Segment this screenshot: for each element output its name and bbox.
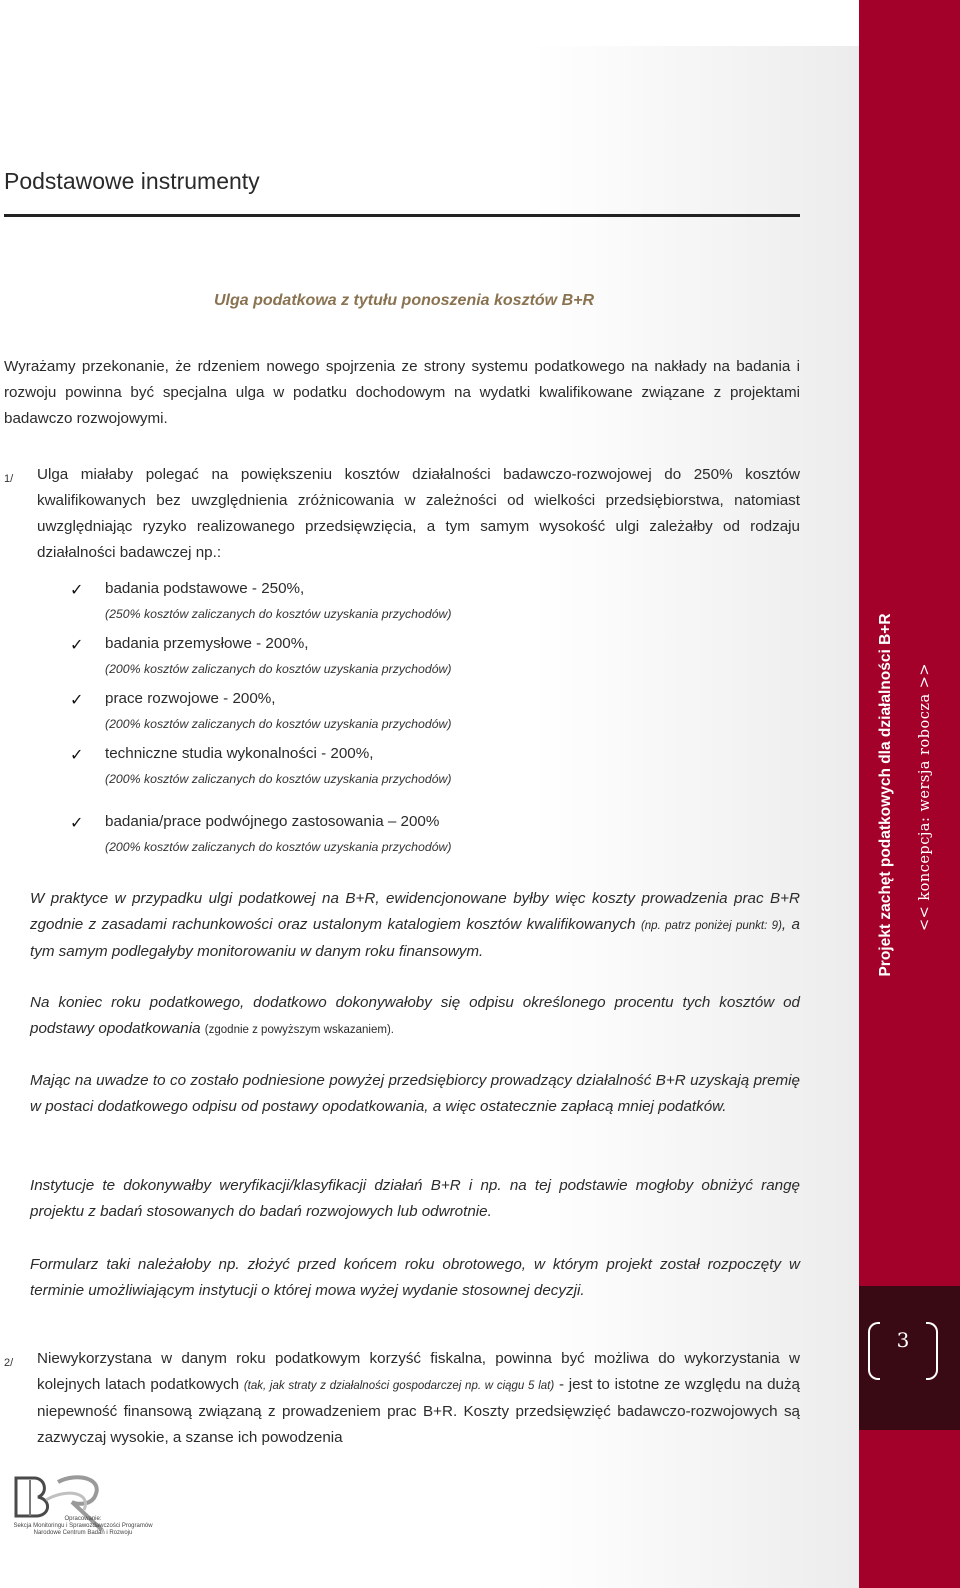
list-item-note: (200% kosztów zaliczanych do kosztów uzyskania przychodów) bbox=[105, 717, 452, 731]
title-divider bbox=[4, 214, 800, 217]
page-number-box bbox=[868, 1322, 938, 1380]
logo-caption-line: Sekcja Monitoringu i Sprawozdawczości Programów bbox=[13, 1523, 153, 1529]
logo-caption bbox=[8, 1516, 158, 1537]
point-1-label: 1/ bbox=[4, 473, 14, 485]
list-item-main: badania przemysłowe - 200%, bbox=[105, 635, 309, 652]
page-number: 3 bbox=[896, 1328, 910, 1352]
list-item-note: (200% kosztów zaliczanych do kosztów uzyskania przychodów) bbox=[105, 662, 452, 676]
list-item-main: badania podstawowe - 250%, bbox=[105, 580, 305, 597]
page-top-band bbox=[0, 0, 860, 46]
checkmark-icon: ✓ bbox=[70, 637, 84, 654]
point-1-paragraph: Ulga miałaby polegać na powiększeniu kosztów działalności badawczo-rozwojowej do 250% kosztów kwalifikowanych bez uwzględnienia zróżnicowania w zależności od wielkości przedsiębiorstwa, natomiast uwzględniając ryzyko realizowanego przedsięwzięcia, a tym samym wysokość ulgi zależałby od rodzaju działalności badawczej np.: bbox=[37, 466, 800, 561]
page-title: Podstawowe instrumenty bbox=[4, 168, 260, 194]
list-item-note: (250% kosztów zaliczanych do kosztów uzyskania przychodów) bbox=[105, 607, 452, 621]
point-2-paragraph bbox=[37, 1346, 800, 1451]
practice-note: (np. patrz poniżej punkt: 9) bbox=[640, 920, 782, 932]
list-item-note: (200% kosztów zaliczanych do kosztów uzyskania przychodów) bbox=[105, 840, 452, 854]
practice-paragraph bbox=[30, 886, 800, 965]
sidebar-vertical-title: Projekt zachęt podatkowych dla działalności B+R bbox=[877, 613, 894, 977]
intro-paragraph: Wyrażamy przekonanie, że rdzeniem nowego spojrzenia ze strony systemu podatkowego na nakłady na badania i rozwoju powinna być specjalna ulga w podatku dochodowym na wydatki kwalifikowane związane z projektami badawczo rozwojowymi. bbox=[4, 358, 800, 427]
year-end-paragraph bbox=[30, 990, 800, 1043]
list-item-main: techniczne studia wykonalności - 200%, bbox=[105, 745, 374, 762]
list-item-note: (200% kosztów zaliczanych do kosztów uzyskania przychodów) bbox=[105, 772, 452, 786]
institutions-paragraph: Instytucje te dokonywałby weryfikacji/klasyfikacji działań B+R i np. na tej podstawie mogłoby obniżyć rangę projektu z badań stosowanych do badań rozwojowych lub odwrotnie. bbox=[30, 1177, 800, 1220]
year-end-text: Na koniec roku podatkowego, dodatkowo dokonywałoby się odpisu określonego procentu tych kosztów od podstawy opodatkowania bbox=[30, 994, 800, 1037]
point-2-text-a: Niewykorzystana w danym roku podatkowym korzyść fiskalna, powinna być możliwa do wykorzystania w kolejnych latach podatkowych bbox=[37, 1350, 800, 1393]
form-paragraph: Formularz taki należałoby np. złożyć przed końcem roku obrotowego, w którym projekt został rozpoczęty w terminie umożliwiającym instytucji o której mowa wyżej wydanie stosownej decyzji. bbox=[30, 1256, 800, 1299]
checkmark-icon: ✓ bbox=[70, 747, 84, 764]
practice-text-b: , a tym samym podlegałyby monitorowaniu w danym roku finansowym. bbox=[30, 916, 800, 960]
list-item-main: badania/prace podwójnego zastosowania – 200% bbox=[105, 813, 440, 830]
year-end-note: (zgodnie z powyższym wskazaniem). bbox=[204, 1024, 394, 1036]
list-item-main: prace rozwojowe - 200%, bbox=[105, 690, 276, 707]
practice-text-a: W praktyce w przypadku ulgi podatkowej na B+R, ewidencjonowane byłby więc koszty prowadzenia prac B+R zgodnie z zasadami rachunkowości oraz ustalonym katalogiem kosztów kwalifikowanych bbox=[30, 890, 800, 933]
checkmark-icon: ✓ bbox=[70, 582, 84, 599]
logo-caption-line: Opracowanie: bbox=[64, 1516, 102, 1522]
bonus-paragraph: Mając na uwadze to co zostało podniesione powyżej przedsiębiorcy prowadzący działalność B+R uzyskają premię w postaci dodatkowego odpisu od postawy opodatkowania, a więc ostatecznie zapłacą mniej podatków. bbox=[30, 1072, 800, 1115]
point-2-text-b: - jest to istotne ze względu na dużą niepewność finansową związaną z prowadzeniem prac B+R. Koszty przedsięwzięć badawczo-rozwojowych są zazwyczaj wysokie, a szanse ich powodzenia bbox=[37, 1376, 801, 1446]
checkmark-icon: ✓ bbox=[70, 692, 84, 709]
section-subtitle: Ulga podatkowa z tytułu ponoszenia kosztów B+R bbox=[213, 292, 595, 309]
checkmark-icon: ✓ bbox=[70, 815, 84, 832]
logo-caption-line: Narodowe Centrum Badań i Rozwoju bbox=[33, 1530, 133, 1536]
sidebar-vertical-subtitle: << koncepcja: wersja robocza >> bbox=[917, 662, 933, 932]
point-2-label: 2/ bbox=[4, 1357, 14, 1369]
point-2-note: (tak, jak straty z działalności gospodarczej np. w ciągu 5 lat) bbox=[243, 1380, 555, 1392]
